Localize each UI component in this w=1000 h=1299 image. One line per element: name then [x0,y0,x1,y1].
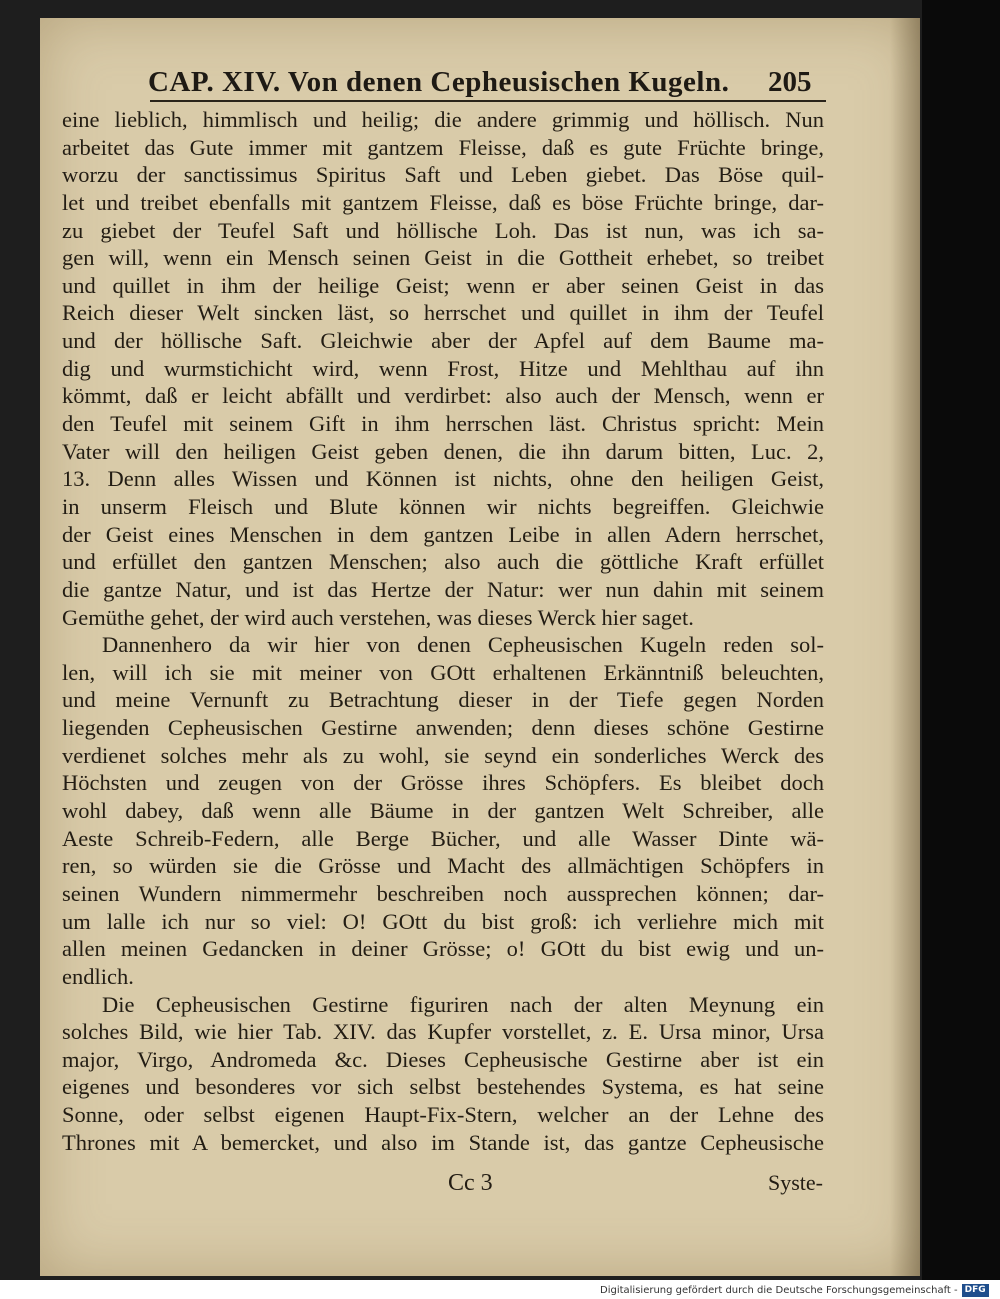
text-line: Vater will den heiligen Geist geben denen, die ihn darum bitten, Luc. 2, [62,438,824,464]
running-head: CAP. XIV. Von denen Cepheusischen Kugeln. [148,66,730,98]
body-text [62,106,824,1156]
header-rule [150,100,826,102]
text-line: wohl dabey, daß wenn alle Bäume in der gantzen Welt Schreiber, alle [62,798,824,824]
text-line: Dannenhero da wir hier von denen Cepheusischen Kugeln reden sol- [102,632,824,658]
text-line: endlich. [62,963,134,989]
page-number: 205 [768,66,812,98]
page-footer [40,1170,920,1210]
text-line: verdienet solches mehr als zu wohl, sie seynd ein sonderliches Werck des [62,742,824,768]
text-line: let und treibet ebenfalls mit gantzem Fleisse, daß es böse Früchte bringe, dar- [62,189,824,215]
text-line: worzu der sanctissimus Spiritus Saft und Leben giebet. Das Böse quil- [62,162,824,188]
text-line: den Teufel mit seinem Gift in ihm herrschen läst. Christus spricht: Mein [62,411,824,437]
text-line: und der höllische Saft. Gleichwie aber der Apfel auf dem Baume ma- [62,328,824,354]
credit-text: Digitalisierung gefördert durch die Deutsche Forschungsgemeinschaft - [600,1284,958,1296]
text-line: gen will, wenn ein Mensch seinen Geist in die Gottheit erhebet, so treibet [62,245,824,271]
text-line: Reich dieser Welt sincken läst, so herrschet und quillet in ihm der Teufel [62,300,824,326]
text-line: liegenden Cepheusischen Gestirne anwenden; denn dieses schöne Gestirne [62,715,824,741]
text-line: Höchsten und zeugen von der Grösse ihres Schöpfers. Es bleibet doch [62,770,824,796]
funding-credit [600,1283,989,1297]
text-line: len, will ich sie mit meiner von GOtt erhaltenen Erkänntniß beleuchten, [62,659,824,685]
scan-edge-strip [922,0,1000,1280]
text-line: 13. Denn alles Wissen und Können ist nichts, ohne den heiligen Geist, [62,466,824,492]
dfg-logo-icon: DFG [962,1284,989,1297]
text-line: eigenes und besonderes vor sich selbst bestehendes Systema, es hat seine [62,1074,824,1100]
signature-mark: Cc 3 [448,1170,493,1196]
text-line: Die Cepheusischen Gestirne figuriren nach der alten Meynung ein [102,991,824,1017]
text-line: arbeitet das Gute immer mit gantzem Fleisse, daß es gute Früchte bringe, [62,134,824,160]
text-line: ren, so würden sie die Grösse und Macht des allmächtigen Schöpfers in [62,853,824,879]
text-line: und erfüllet den gantzen Menschen; also auch die göttliche Kraft erfüllet [62,549,824,575]
text-line: kömmt, daß er leicht abfällt und verdirbet: also auch der Mensch, wenn er [62,383,824,409]
text-line: um lalle ich nur so viel: O! GOtt du bist groß: ich verliehre mich mit [62,908,824,934]
text-line: solches Bild, wie hier Tab. XIV. das Kupfer vorstellet, z. E. Ursa minor, Ursa [62,1019,824,1045]
text-line: eine lieblich, himmlisch und heilig; die andere grimmig und höllisch. Nun [62,107,824,132]
catchword: Syste- [768,1170,823,1195]
text-line: allen meinen Gedancken in deiner Grösse; o! GOtt du bist ewig und un- [62,936,824,962]
text-line: Aeste Schreib-Federn, alle Berge Bücher, und alle Wasser Dinte wä- [62,825,824,851]
text-line: Thrones mit A bemercket, und also im Stande ist, das gantze Cepheusische [62,1129,824,1155]
book-page [40,18,920,1276]
text-line: und meine Vernunft zu Betrachtung dieser in der Tiefe gegen Norden [62,687,824,713]
text-line: und quillet in ihm der heilige Geist; wenn er aber seinen Geist in das [62,272,824,298]
text-line: dig und wurmstichicht wird, wenn Frost, Hitze und Mehlthau auf ihn [62,355,824,381]
text-line: zu giebet der Teufel Saft und höllische Loh. Das ist nun, was ich sa- [62,217,824,243]
text-line: Sonne, oder selbst eigenen Haupt-Fix-Stern, welcher an der Lehne des [62,1102,824,1128]
text-line: der Geist eines Menschen in dem gantzen Leibe in allen Adern herrschet, [62,521,824,547]
text-line: major, Virgo, Andromeda &c. Dieses Cepheusische Gestirne aber ist ein [62,1046,824,1072]
text-line: die gantze Natur, und ist das Hertze der Natur: wer nun dahin mit seinem [62,576,824,602]
text-line: in unserm Fleisch und Blute können wir nichts begreiffen. Gleichwie [62,493,824,519]
text-line: Gemüthe gehet, der wird auch verstehen, was dieses Werck hier saget. [62,604,694,630]
text-line: seinen Wundern nimmermehr beschreiben noch aussprechen können; dar- [62,880,824,906]
